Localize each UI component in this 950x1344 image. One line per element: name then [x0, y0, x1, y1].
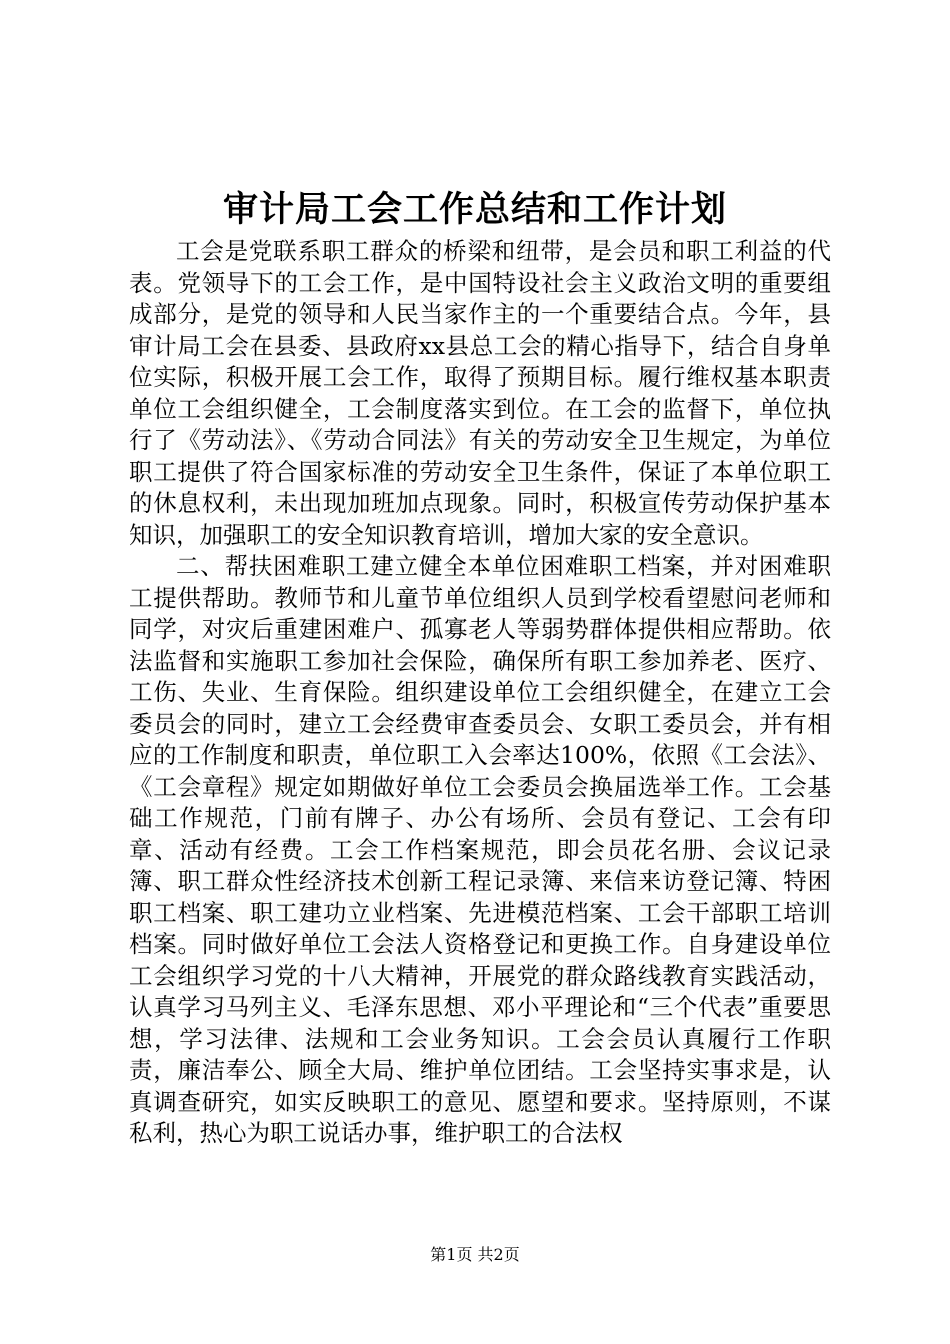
document-title: 审计局工会工作总结和工作计划 — [222, 189, 727, 230]
body-paragraph-1: 工会是党联系职工群众的桥梁和纽带，是会员和职工利益的代表。党领导下的工会工作，是中国特设社会主义政治文明的重要组成部分，是党的领导和人民当家作主的一个重要结合点。今年，县审计局工会在县委、县政府xx县总工会的精心指导下，结合自身单位实际，积极开展工会工作，取得了预期目标。履行维权基本职责单位工会组织健全，工会制度落实到位。在工会的监督下，单位执行了《劳动法》、《劳动合同法》有关的劳动安全卫生规定，为单位职工提供了符合国家标准的劳动安全卫生条件，保证了本单位职工的休息权利，未出现加班加点现象。同时，积极宣传劳动保护基本知识，加强职工的安全知识教育培训，增加大家的安全意识。 — [129, 237, 831, 549]
body-paragraph-2: 二、帮扶困难职工建立健全本单位困难职工档案，并对困难职工提供帮助。教师节和儿童节单位组织人员到学校看望慰问老师和同学，对灾后重建困难户、孤寡老人等弱势群体提供相应帮助。依法监督和实施职工参加社会保险，确保所有职工参加养老、医疗、工伤、失业、生育保险。组织建设单位工会组织健全，在建立工会委员会的同时，建立工会经费审查委员会、女职工委员会，并有相应的工作制度和职责，单位职工入会率达100%，依照《工会法》、《工会章程》规定如期做好单位工会委员会换届选举工作。工会基础工作规范，门前有牌子、办公有场所、会员有登记、工会有印章、活动有经费。工会工作档案规范，即会员花名册、会议记录簿、职工群众性经济技术创新工程记录簿、来信来访登记簿、特困职工档案、职工建功立业档案、先进模范档案、工会干部职工培训档案。同时做好单位工会法人资格登记和更换工作。自身建设单位工会组织学习党的十八大精神，开展党的群众路线教育实践活动，认真学习马列主义、毛泽东思想、邓小平理论和“三个代表”重要思想，学习法律、法规和工会业务知识。工会会员认真履行工作职责，廉洁奉公、顾全大局、维护单位团结。工会坚持实事求是，认真调查研究，如实反映职工的意见、愿望和要求。坚持原则，不谋私利，热心为职工说话办事，维护职工的合法权 — [129, 552, 831, 1147]
page-number-footer: 第1页 共2页 — [430, 1245, 520, 1264]
document-body — [129, 236, 831, 1150]
